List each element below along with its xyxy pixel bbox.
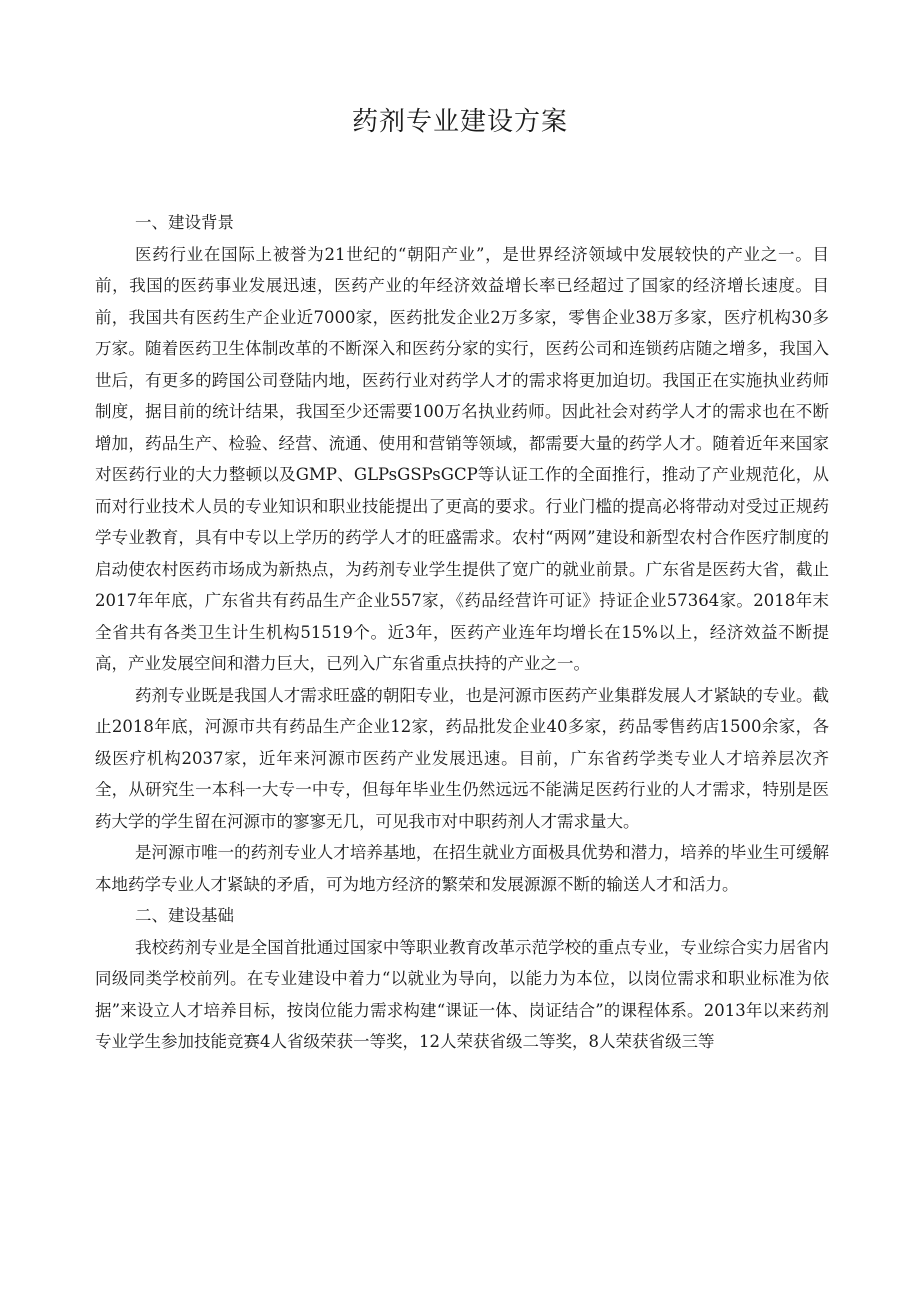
paragraph: 是河源市唯一的药剂专业人才培养基地，在招生就业方面极具优势和潜力，培养的毕业生可缓解本地药学专业人才紧缺的矛盾，可为地方经济的繁荣和发展源源不断的输送人才和活力。 (95, 843, 829, 894)
paragraph: 医药行业在国际上被誉为21世纪的“朝阳产业”，是世界经济领域中发展较快的产业之一。目前，我国的医药事业发展迅速，医药产业的年经济效益增长率已经超过了国家的经济增长速度。目前，我国共有医药生产企业近7000家，医药批发企业2万多家，零售企业38万多家，医疗机构30多万家。随着医药卫生体制改革的不断深入和医药分家的实行，医药公司和连锁药店随之增多，我国入世后，有更多的跨国公司登陆内地，医药行业对药学人才的需求将更加迫切。我国正在实施执业药师制度，据目前的统计结果，我国至少还需要100万名执业药师。因此社会对药学人才的需求也在不断增加，药品生产、检验、经营、流通、使用和营销等领域，都需要大量的药学人才。随着近年来国家对医药行业的大力整顿以及GMP、GLPsGSPsGCP等认证工作的全面推行，推动了产业规范化，从而对行业技术人员的专业知识和职业技能提出了更高的要求。行业门槛的提高必将带动对受过正规药学专业教育，具有中专以上学历的药学人才的旺盛需求。农村“两网”建设和新型农村合作医疗制度的启动使农村医药市场成为新热点，为药剂专业学生提供了宽广的就业前景。广东省是医药大省，截止2017年年底，广东省共有药品生产企业557家，《药品经营许可证》持证企业57364家。2018年末全省共有各类卫生计生机构51519个。近3年，医药产业连年均增长在15%以上，经济效益不断提高，产业发展空间和潜力巨大，已列入广东省重点扶持的产业之一。 (95, 244, 829, 673)
paragraph: 我校药剂专业是全国首批通过国家中等职业教育改革示范学校的重点专业，专业综合实力居省内同级同类学校前列。在专业建设中着力“以就业为导向，以能力为本位，以岗位需求和职业标准为依据”来设立人才培养目标，按岗位能力需求构建“课证一体、岗证结合”的课程体系。2013年以来药剂专业学生参加技能竞赛4人省级荣获一等奖，12人荣获省级二等奖，8人荣获省级三等 (95, 937, 829, 1051)
document-body (95, 207, 829, 1058)
paragraph: 药剂专业既是我国人才需求旺盛的朝阳专业，也是河源市医药产业集群发展人才紧缺的专业。截止2018年底，河源市共有药品生产企业12家，药品批发企业40多家，药品零售药店1500余家，各级医疗机构2037家，近年来河源市医药产业发展迅速。目前，广东省药学类专业人才培养层次齐全，从研究生一本科一大专一中专，但每年毕业生仍然远远不能满足医药行业的人才需求，特别是医药大学的学生留在河源市的寥寥无几，可见我市对中职药剂人才需求量大。 (95, 685, 829, 831)
document-title: 药剂专业建设方案 (351, 107, 568, 137)
section-heading-foundation: 二、建设基础 (135, 906, 234, 925)
section-heading-background: 一、建设背景 (135, 213, 234, 232)
